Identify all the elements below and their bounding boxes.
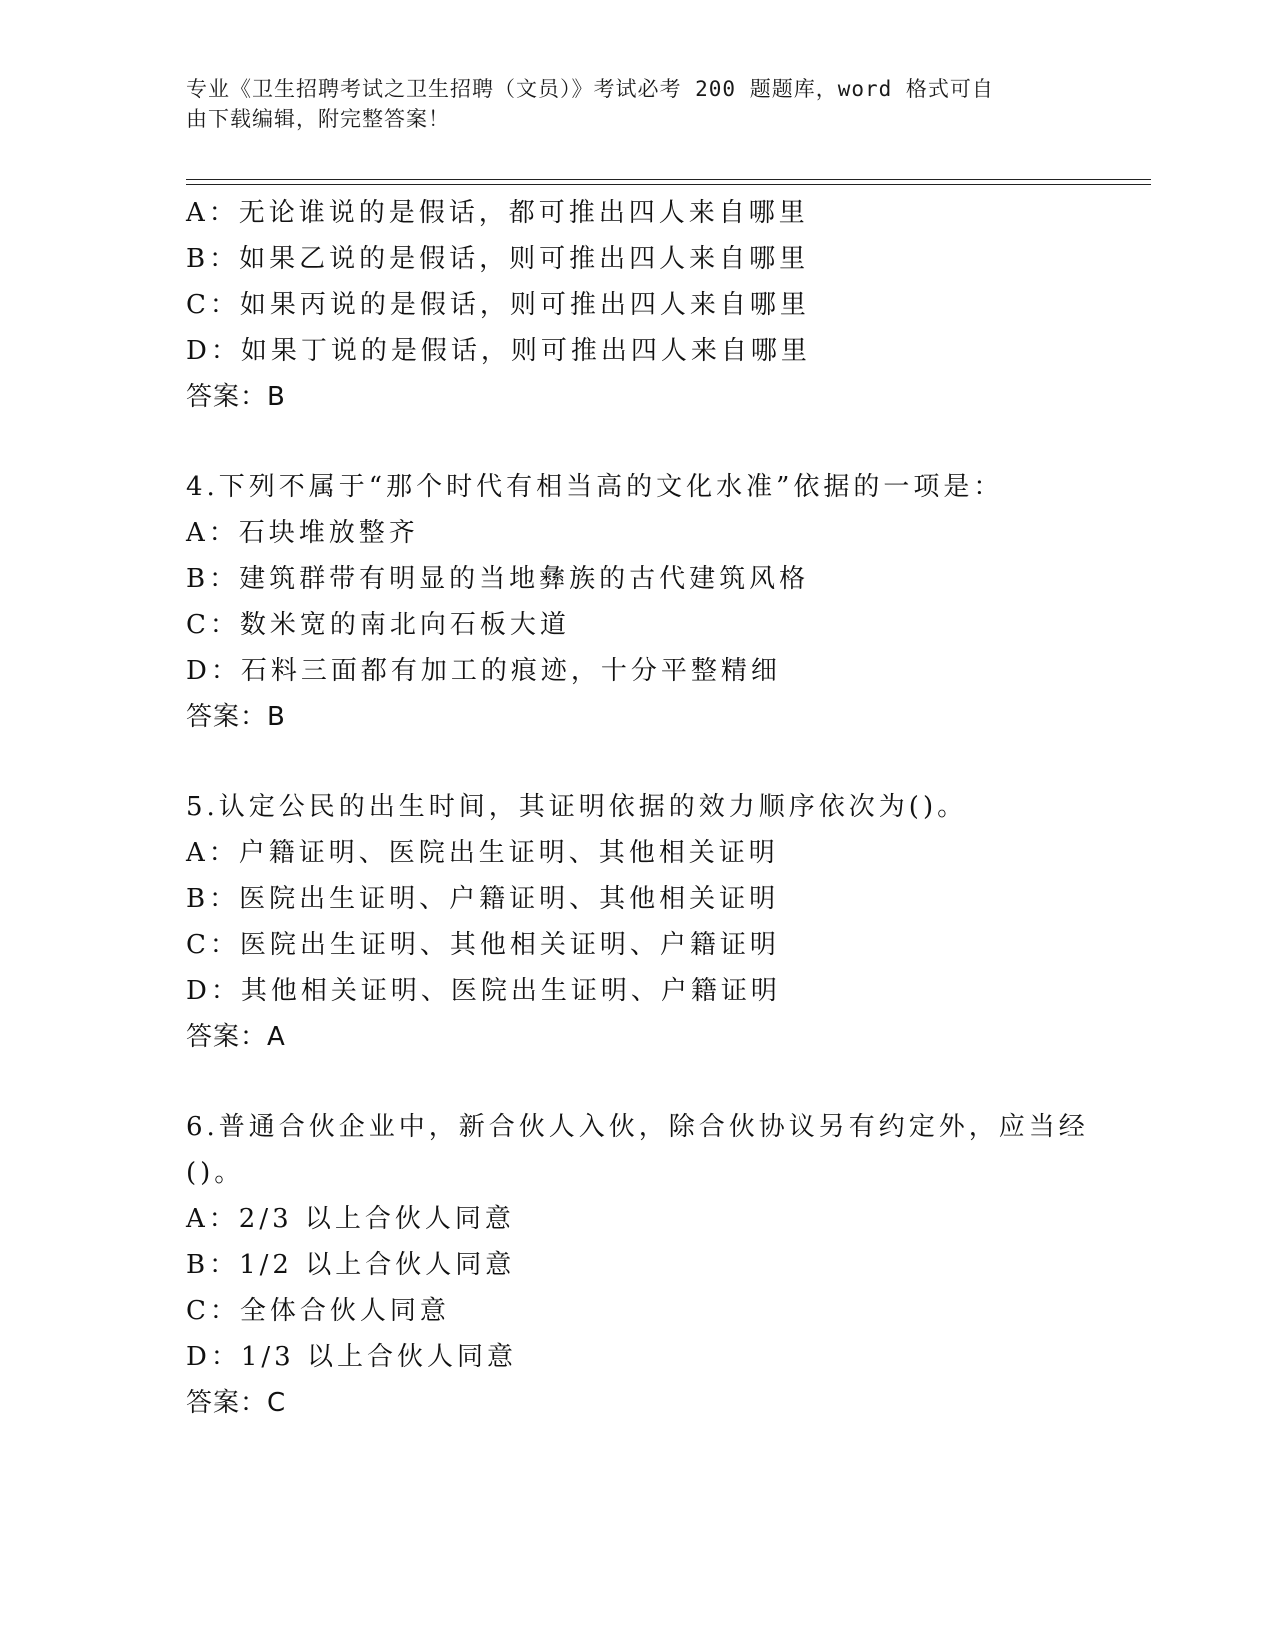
- option-b: B：1/2 以上合伙人同意: [186, 1250, 516, 1280]
- question-stem-continued: ()。: [186, 1158, 245, 1188]
- option-a: A：2/3 以上合伙人同意: [186, 1204, 515, 1234]
- option-c: C：数米宽的南北向石板大道: [186, 610, 570, 640]
- document-header: [186, 74, 1086, 134]
- option-a: A：户籍证明、医院出生证明、其他相关证明: [186, 838, 779, 868]
- question-stem: 6.普通合伙企业中，新合伙人入伙，除合伙协议另有约定外，应当经: [186, 1112, 1089, 1142]
- header-title-line-1: 专业《卫生招聘考试之卫生招聘（文员）》考试必考 200 题题库，word 格式可自: [186, 77, 994, 101]
- option-c: C：全体合伙人同意: [186, 1296, 450, 1326]
- question-list: [186, 190, 1136, 1426]
- answer-line: 答案：B: [186, 382, 286, 412]
- question-block: [186, 784, 1136, 1060]
- option-d: D：1/3 以上合伙人同意: [186, 1342, 517, 1372]
- header-divider-top: [186, 179, 1151, 180]
- option-c: C：如果丙说的是假话，则可推出四人来自哪里: [186, 290, 810, 320]
- option-d: D：石料三面都有加工的痕迹，十分平整精细: [186, 656, 781, 686]
- spacer: [186, 1060, 1136, 1104]
- spacer: [186, 740, 1136, 784]
- spacer: [186, 420, 1136, 464]
- header-title-line-2: 由下载编辑，附完整答案！: [186, 107, 450, 131]
- question-block: [186, 464, 1136, 740]
- question-stem: 4.下列不属于“那个时代有相当高的文化水准”依据的一项是：: [186, 472, 1004, 502]
- question-stem: 5.认定公民的出生时间，其证明依据的效力顺序依次为()。: [186, 792, 968, 822]
- question-block: [186, 1104, 1136, 1426]
- answer-line: 答案：C: [186, 1388, 287, 1418]
- header-divider-bottom: [186, 184, 1151, 185]
- option-d: D：其他相关证明、医院出生证明、户籍证明: [186, 976, 781, 1006]
- option-a: A：无论谁说的是假话，都可推出四人来自哪里: [186, 198, 809, 228]
- answer-line: 答案：A: [186, 1022, 286, 1052]
- option-d: D：如果丁说的是假话，则可推出四人来自哪里: [186, 336, 811, 366]
- option-b: B：建筑群带有明显的当地彝族的古代建筑风格: [186, 564, 810, 594]
- option-b: B：医院出生证明、户籍证明、其他相关证明: [186, 884, 780, 914]
- answer-line: 答案：B: [186, 702, 286, 732]
- option-c: C：医院出生证明、其他相关证明、户籍证明: [186, 930, 780, 960]
- question-block: [186, 190, 1136, 420]
- option-b: B：如果乙说的是假话，则可推出四人来自哪里: [186, 244, 810, 274]
- option-a: A：石块堆放整齐: [186, 518, 419, 548]
